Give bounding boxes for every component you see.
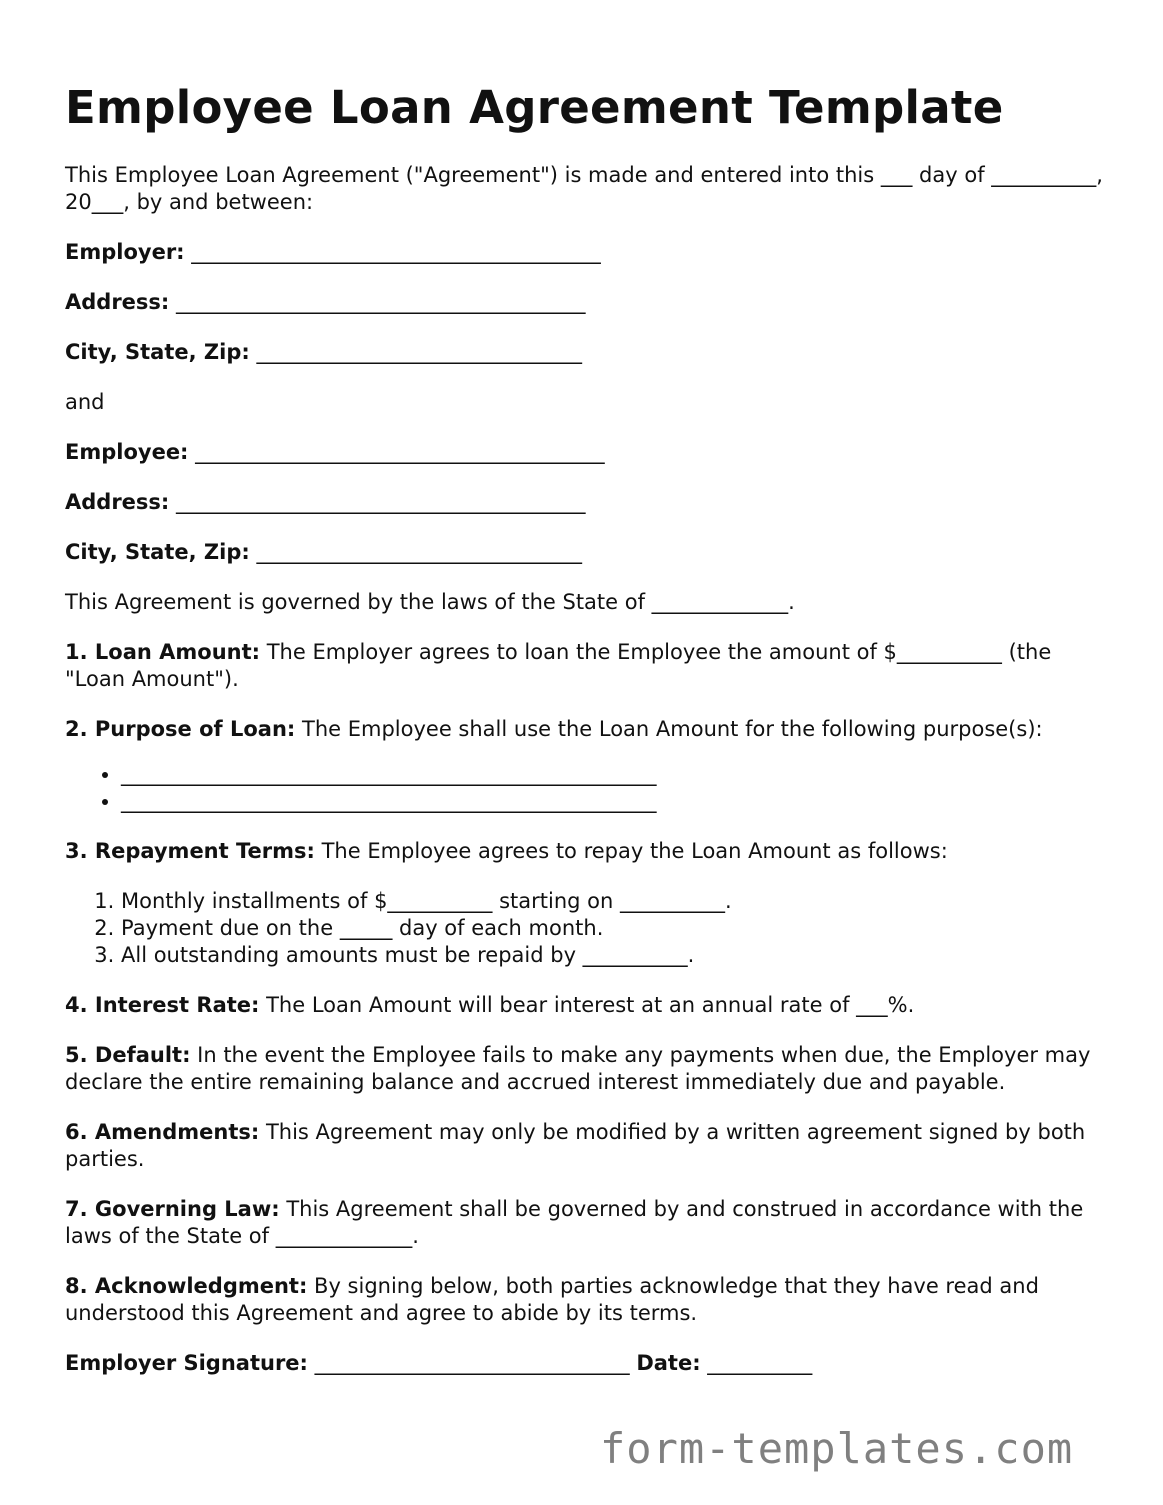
section-heading: 5. Default:: [65, 1043, 191, 1067]
field-label: City, State, Zip:: [65, 340, 250, 364]
document-body: [65, 78, 1105, 1377]
intro-paragraph: This Employee Loan Agreement ("Agreement") is made and entered into this ___ day of __________, 20___, by and between:: [65, 163, 1103, 214]
employer-name-line: [65, 239, 1105, 266]
section-text: The Loan Amount will bear interest at an annual rate of ___%.: [259, 993, 915, 1017]
list-item: • ___________________________________________________: [121, 788, 1105, 815]
section-heading: 3. Repayment Terms:: [65, 839, 315, 863]
list-item: • ___________________________________________________: [121, 761, 1105, 788]
section-purpose: [65, 716, 1105, 743]
purpose-list: [65, 761, 1105, 815]
section-default: [65, 1042, 1105, 1096]
section-amendments: [65, 1119, 1105, 1173]
section-acknowledgment: [65, 1273, 1105, 1327]
blank-line: _______________________________________: [188, 440, 605, 464]
watermark-text: form-templates.com: [600, 1424, 1074, 1473]
employee-city-line: [65, 539, 1105, 566]
governed-paragraph: This Agreement is governed by the laws of the State of _____________.: [65, 590, 795, 614]
signature-blank: ______________________________: [307, 1351, 637, 1375]
section-text: In the event the Employee fails to make any payments when due, the Employer may declare the entire remaining balance and accrued interest immediately due and payable.: [65, 1043, 1091, 1094]
list-item: 2. Payment due on the _____ day of each month.: [121, 915, 1105, 942]
field-label: Address:: [65, 490, 170, 514]
page-title: Employee Loan Agreement Template: [65, 81, 1004, 134]
section-text: The Employee agrees to repay the Loan Amount as follows:: [314, 839, 948, 863]
section-governing-law: [65, 1196, 1105, 1250]
field-label: Address:: [65, 290, 170, 314]
blank-line: _______________________________________: [169, 490, 586, 514]
date-blank: __________: [700, 1351, 813, 1375]
section-repayment: [65, 838, 1105, 865]
employer-signature-line: [65, 1350, 1105, 1377]
section-text: The Employer agrees to loan the Employee the amount of $__________ (the "Loan Amount").: [65, 640, 1052, 691]
field-label: Employee:: [65, 440, 189, 464]
section-interest: [65, 992, 1105, 1019]
section-text: This Agreement shall be governed by and construed in accordance with the laws of the State of _____________.: [65, 1197, 1084, 1248]
section-heading: 6. Amendments:: [65, 1120, 260, 1144]
blank-line: _______________________________: [249, 540, 582, 564]
employee-address-line: [65, 489, 1105, 516]
blank-line: _______________________________________: [184, 240, 601, 264]
list-item: 3. All outstanding amounts must be repaid by __________.: [121, 942, 1105, 969]
list-item: 1. Monthly installments of $__________ starting on __________.: [121, 888, 1105, 915]
and-text: and: [65, 390, 105, 414]
section-heading: 1. Loan Amount:: [65, 640, 261, 664]
repayment-list: [65, 888, 1105, 969]
employer-address-line: [65, 289, 1105, 316]
blank-line: _______________________________: [249, 340, 582, 364]
section-text: This Agreement may only be modified by a written agreement signed by both parties.: [65, 1120, 1086, 1171]
employee-name-line: [65, 439, 1105, 466]
section-text: By signing below, both parties acknowledge that they have read and understood this Agreement and agree to abide by its terms.: [65, 1274, 1039, 1325]
field-label: City, State, Zip:: [65, 540, 250, 564]
section-heading: 8. Acknowledgment:: [65, 1274, 308, 1298]
date-label: Date:: [636, 1351, 701, 1375]
section-text: The Employee shall use the Loan Amount for the following purpose(s):: [295, 717, 1043, 741]
section-heading: 2. Purpose of Loan:: [65, 717, 296, 741]
signature-label: Employer Signature:: [65, 1351, 308, 1375]
section-heading: 4. Interest Rate:: [65, 993, 260, 1017]
field-label: Employer:: [65, 240, 185, 264]
section-loan-amount: [65, 639, 1105, 693]
section-heading: 7. Governing Law:: [65, 1197, 280, 1221]
blank-line: _______________________________________: [169, 290, 586, 314]
employer-city-line: [65, 339, 1105, 366]
